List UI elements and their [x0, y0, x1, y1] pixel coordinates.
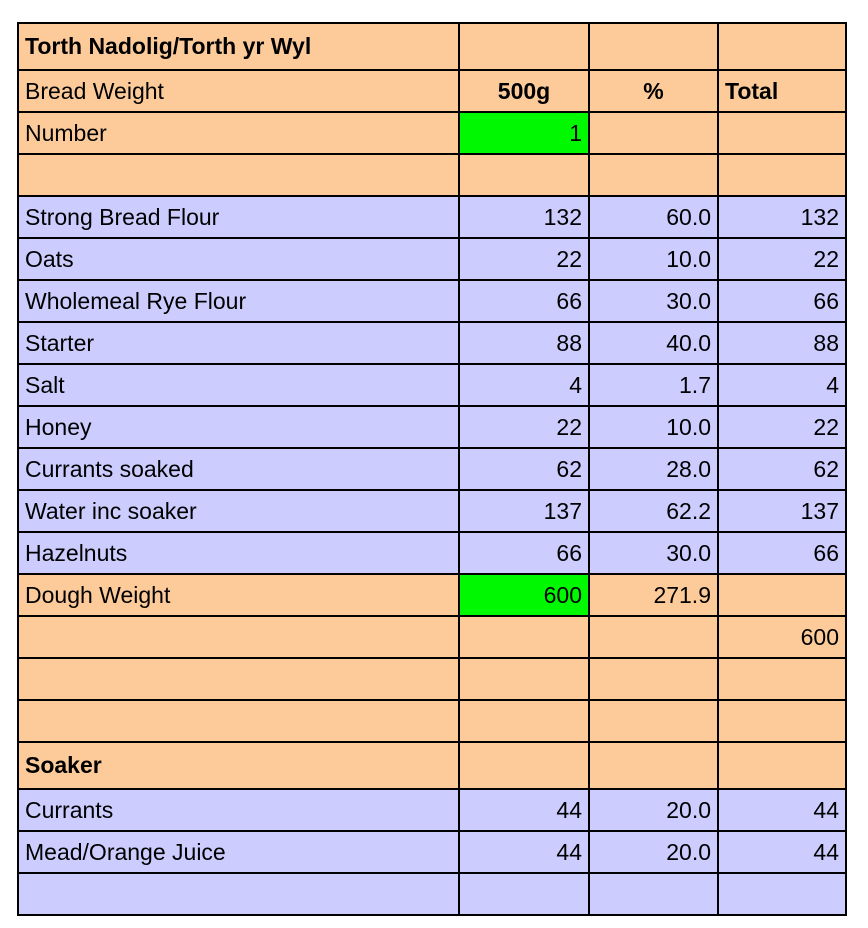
empty-cell[interactable]: [589, 658, 718, 700]
ingredient-name[interactable]: Starter: [18, 322, 459, 364]
ingredient-percent[interactable]: 10.0: [589, 238, 718, 280]
empty-cell[interactable]: [459, 742, 589, 789]
ingredient-weight[interactable]: 4: [459, 364, 589, 406]
empty-cell[interactable]: [589, 616, 718, 658]
empty-cell[interactable]: [718, 154, 846, 196]
ingredient-name[interactable]: Salt: [18, 364, 459, 406]
empty-cell[interactable]: [718, 742, 846, 789]
empty-cell[interactable]: [18, 873, 459, 915]
empty-cell[interactable]: [18, 154, 459, 196]
soaker-item-percent[interactable]: 20.0: [589, 831, 718, 873]
ingredient-row: [18, 238, 846, 280]
empty-cell[interactable]: [589, 23, 718, 70]
ingredient-row: [18, 280, 846, 322]
grand-total-row: [18, 616, 846, 658]
ingredient-weight[interactable]: 137: [459, 490, 589, 532]
number-label[interactable]: Number: [18, 112, 459, 154]
bread-weight-label[interactable]: Bread Weight: [18, 70, 459, 112]
soaker-item-weight[interactable]: 44: [459, 831, 589, 873]
ingredient-row: [18, 364, 846, 406]
spacer-row: [18, 154, 846, 196]
soaker-row: [18, 831, 846, 873]
ingredient-weight[interactable]: 66: [459, 532, 589, 574]
soaker-item-name[interactable]: Currants: [18, 789, 459, 831]
dough-weight-row: [18, 574, 846, 616]
spacer-row: [18, 658, 846, 700]
soaker-item-weight[interactable]: 44: [459, 789, 589, 831]
ingredient-name[interactable]: Hazelnuts: [18, 532, 459, 574]
ingredient-total[interactable]: 4: [718, 364, 846, 406]
ingredient-weight[interactable]: 62: [459, 448, 589, 490]
ingredient-name[interactable]: Wholemeal Rye Flour: [18, 280, 459, 322]
soaker-title-row: [18, 742, 846, 789]
empty-cell[interactable]: [718, 873, 846, 915]
soaker-item-total[interactable]: 44: [718, 831, 846, 873]
ingredient-name[interactable]: Strong Bread Flour: [18, 196, 459, 238]
ingredient-weight[interactable]: 132: [459, 196, 589, 238]
dough-weight-input-cell[interactable]: 600: [459, 574, 589, 616]
header-row: [18, 70, 846, 112]
ingredient-row: [18, 532, 846, 574]
ingredient-percent[interactable]: 62.2: [589, 490, 718, 532]
empty-cell[interactable]: [718, 700, 846, 742]
empty-cell[interactable]: [459, 658, 589, 700]
spacer-row: [18, 873, 846, 915]
ingredient-total[interactable]: 132: [718, 196, 846, 238]
ingredient-total[interactable]: 22: [718, 238, 846, 280]
soaker-item-total[interactable]: 44: [718, 789, 846, 831]
empty-cell[interactable]: [459, 700, 589, 742]
ingredient-percent[interactable]: 30.0: [589, 280, 718, 322]
ingredient-name[interactable]: Oats: [18, 238, 459, 280]
number-row: [18, 112, 846, 154]
empty-cell[interactable]: [459, 23, 589, 70]
empty-cell[interactable]: [718, 658, 846, 700]
ingredient-row: [18, 196, 846, 238]
soaker-item-name[interactable]: Mead/Orange Juice: [18, 831, 459, 873]
empty-cell[interactable]: [718, 574, 846, 616]
empty-cell[interactable]: [718, 23, 846, 70]
empty-cell[interactable]: [589, 742, 718, 789]
empty-cell[interactable]: [18, 700, 459, 742]
soaker-title[interactable]: Soaker: [18, 742, 459, 789]
ingredient-percent[interactable]: 28.0: [589, 448, 718, 490]
soaker-row: [18, 789, 846, 831]
ingredient-row: [18, 322, 846, 364]
empty-cell[interactable]: [589, 154, 718, 196]
empty-cell[interactable]: [589, 112, 718, 154]
empty-cell[interactable]: [459, 873, 589, 915]
empty-cell[interactable]: [459, 154, 589, 196]
ingredient-name[interactable]: Honey: [18, 406, 459, 448]
percent-column-header[interactable]: %: [589, 70, 718, 112]
ingredient-percent[interactable]: 60.0: [589, 196, 718, 238]
ingredient-weight[interactable]: 22: [459, 238, 589, 280]
ingredient-weight[interactable]: 22: [459, 406, 589, 448]
ingredient-name[interactable]: Currants soaked: [18, 448, 459, 490]
ingredient-name[interactable]: Water inc soaker: [18, 490, 459, 532]
empty-cell[interactable]: [18, 658, 459, 700]
dough-weight-label[interactable]: Dough Weight: [18, 574, 459, 616]
number-input-cell[interactable]: 1: [459, 112, 589, 154]
dough-percent-total[interactable]: 271.9: [589, 574, 718, 616]
ingredient-weight[interactable]: 66: [459, 280, 589, 322]
ingredient-total[interactable]: 66: [718, 280, 846, 322]
ingredient-total[interactable]: 137: [718, 490, 846, 532]
empty-cell[interactable]: [18, 616, 459, 658]
ingredient-percent[interactable]: 1.7: [589, 364, 718, 406]
ingredient-row: [18, 490, 846, 532]
spacer-row: [18, 700, 846, 742]
ingredient-row: [18, 448, 846, 490]
empty-cell[interactable]: [589, 700, 718, 742]
empty-cell[interactable]: [459, 616, 589, 658]
ingredient-weight[interactable]: 88: [459, 322, 589, 364]
total-column-header[interactable]: Total: [718, 70, 846, 112]
ingredient-percent[interactable]: 30.0: [589, 532, 718, 574]
grand-total-value[interactable]: 600: [718, 616, 846, 658]
ingredient-percent[interactable]: 10.0: [589, 406, 718, 448]
ingredient-total[interactable]: 22: [718, 406, 846, 448]
sheet-title[interactable]: Torth Nadolig/Torth yr Wyl: [18, 23, 459, 70]
ingredient-total[interactable]: 62: [718, 448, 846, 490]
ingredient-row: [18, 406, 846, 448]
ingredient-total[interactable]: 66: [718, 532, 846, 574]
ingredient-total[interactable]: 88: [718, 322, 846, 364]
recipe-spreadsheet: [17, 22, 847, 916]
ingredient-percent[interactable]: 40.0: [589, 322, 718, 364]
empty-cell[interactable]: [718, 112, 846, 154]
soaker-item-percent[interactable]: 20.0: [589, 789, 718, 831]
title-row: [18, 23, 846, 70]
empty-cell[interactable]: [589, 873, 718, 915]
weight-column-header[interactable]: 500g: [459, 70, 589, 112]
